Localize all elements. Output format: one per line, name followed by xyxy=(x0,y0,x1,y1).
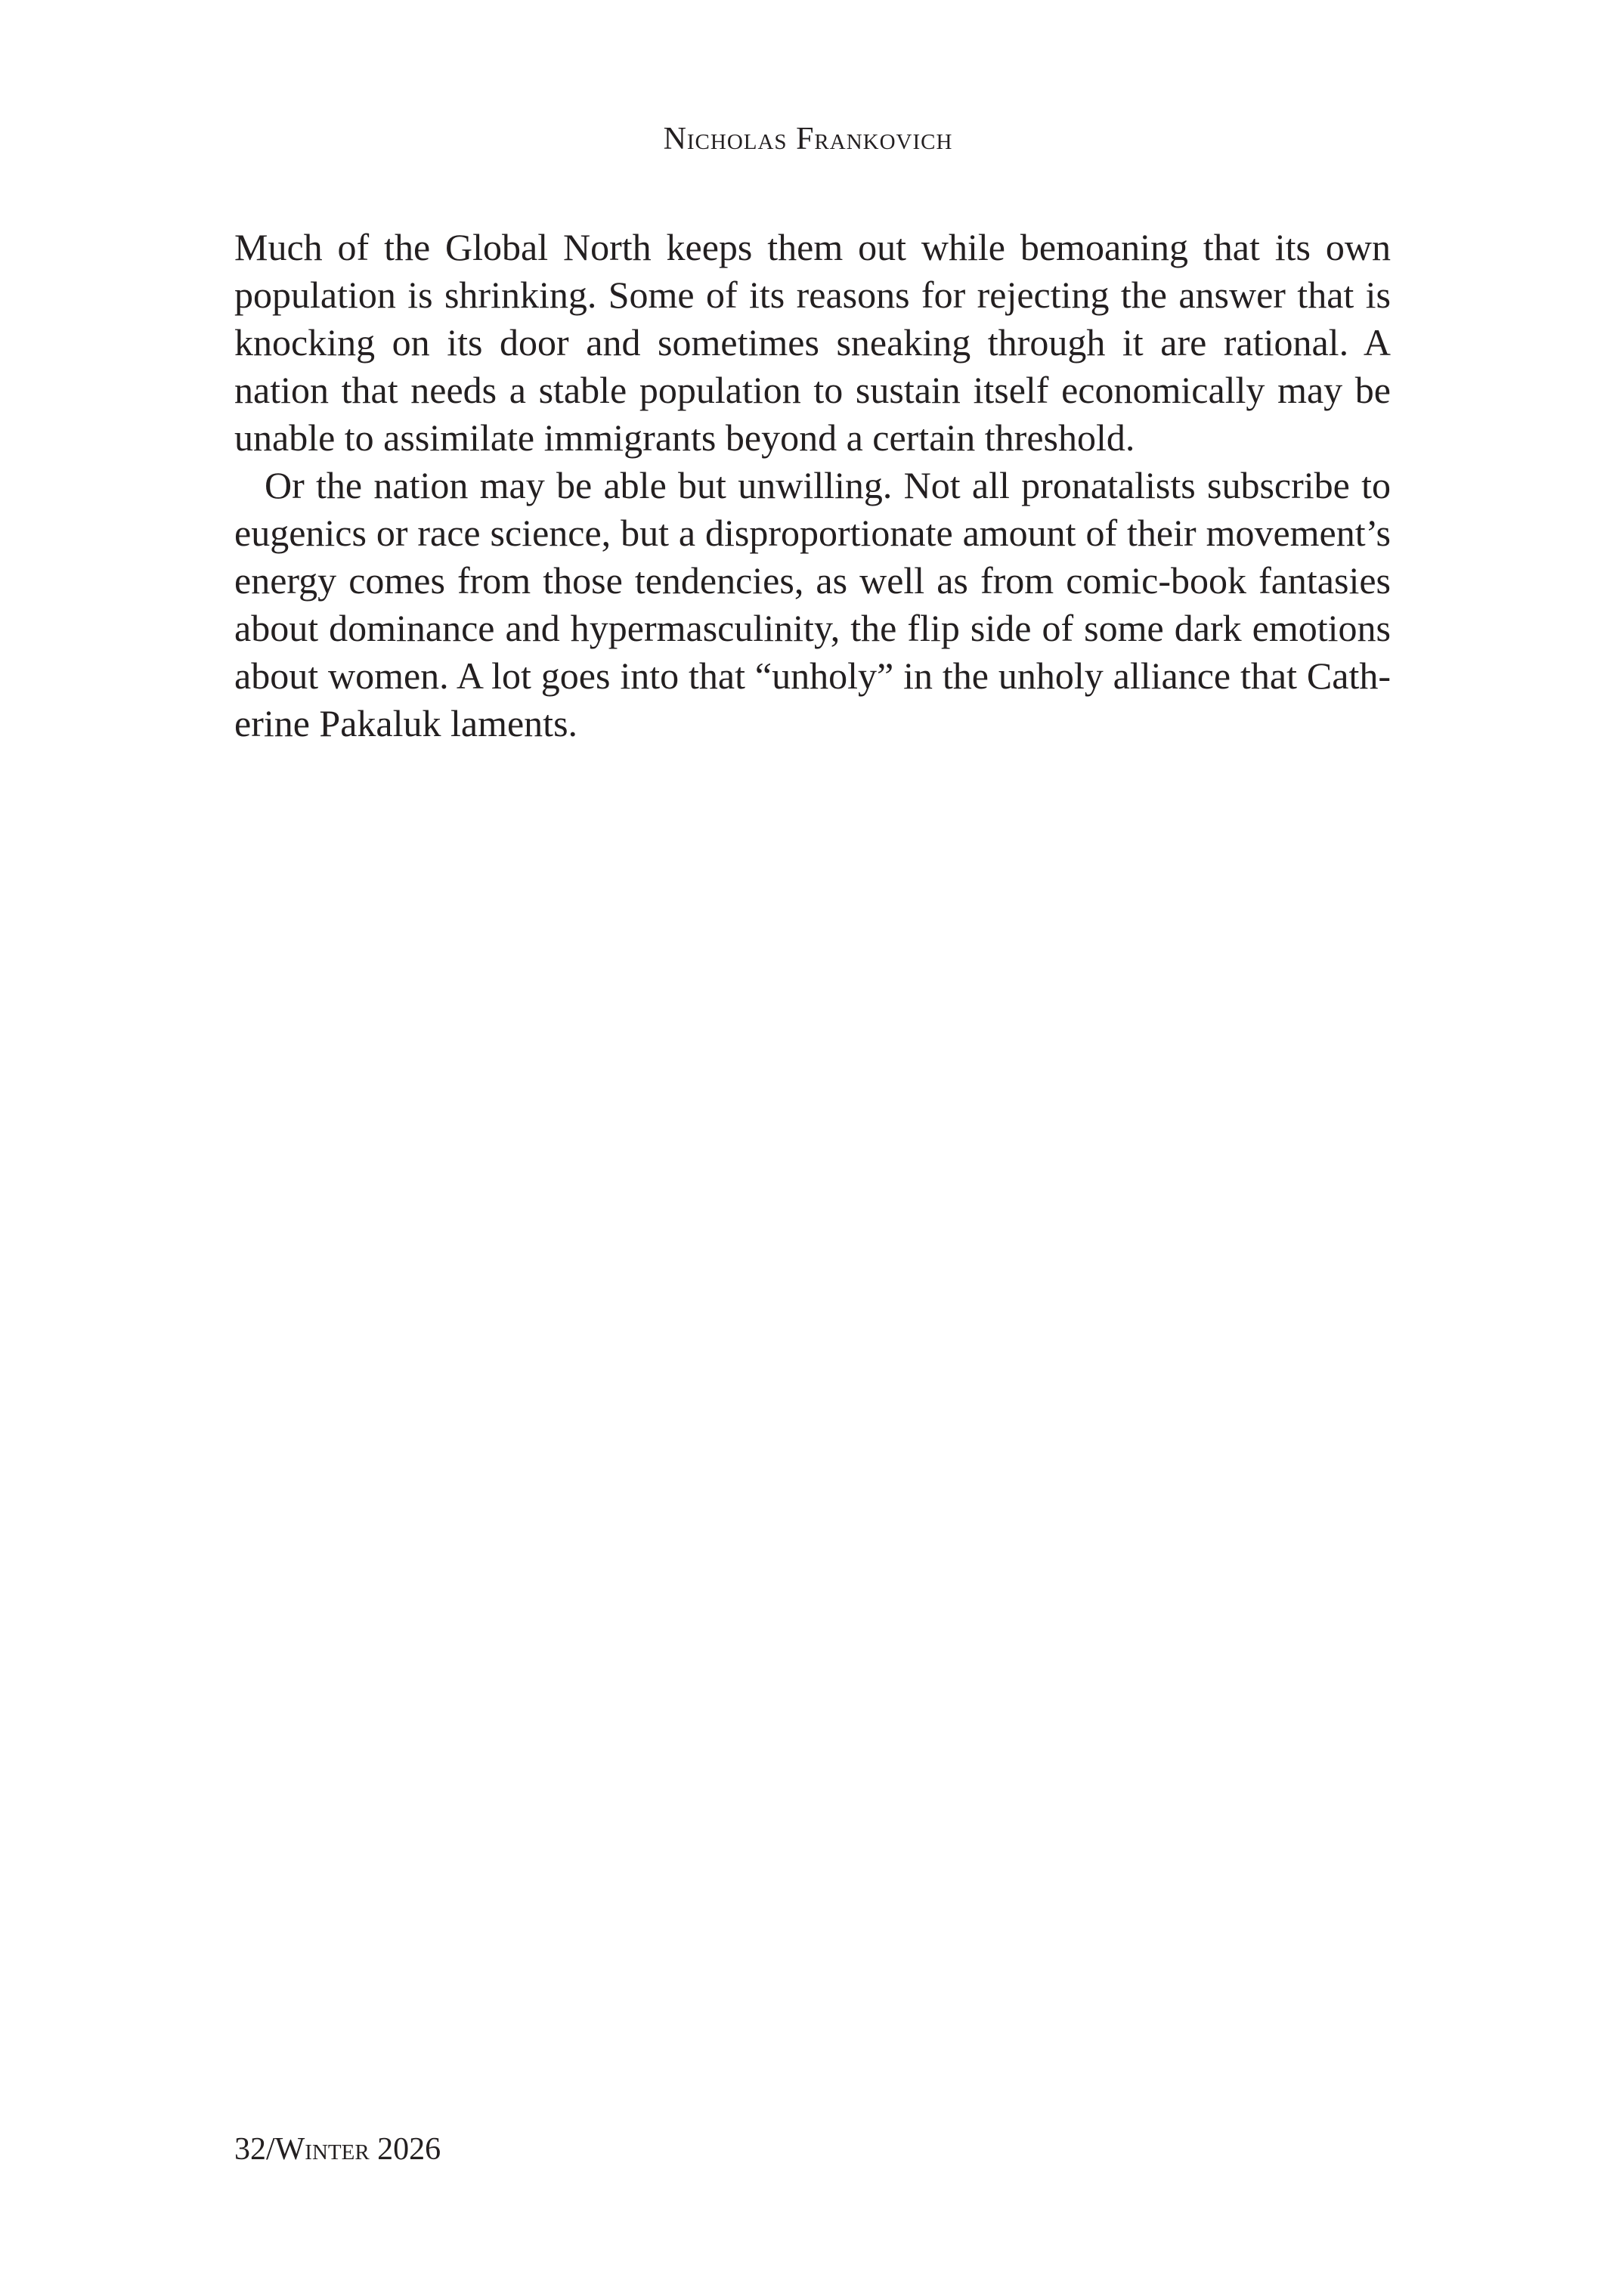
paragraph-2: Or the nation may be able but unwilling. Not all pronatalists subscribe to eugenics or race science, but a disproportionate amount of their movement’s energy comes from those tendencies, as well as from comic-book fantasies about dominance and hypermasculinity, the flip side of some dark emotions about women. A lot goes into that “unholy” in the unholy alliance that Catherine Pakaluk laments. xyxy=(234,464,1391,744)
page-folio: 32/Winter 2026 xyxy=(234,2132,441,2167)
paragraph-1: Much of the Global North keeps them out while bemoaning that its own population is shrinking. Some of its reasons for rejecting the answer that is knocking on its door and sometimes sneaking through it are rational. A nation that needs a stable population to sustain itself economically may be unable to assimilate immigrants beyond a certain threshold. xyxy=(234,226,1391,459)
running-head: Nicholas Frankovich xyxy=(663,122,953,156)
body-text xyxy=(234,224,1391,747)
